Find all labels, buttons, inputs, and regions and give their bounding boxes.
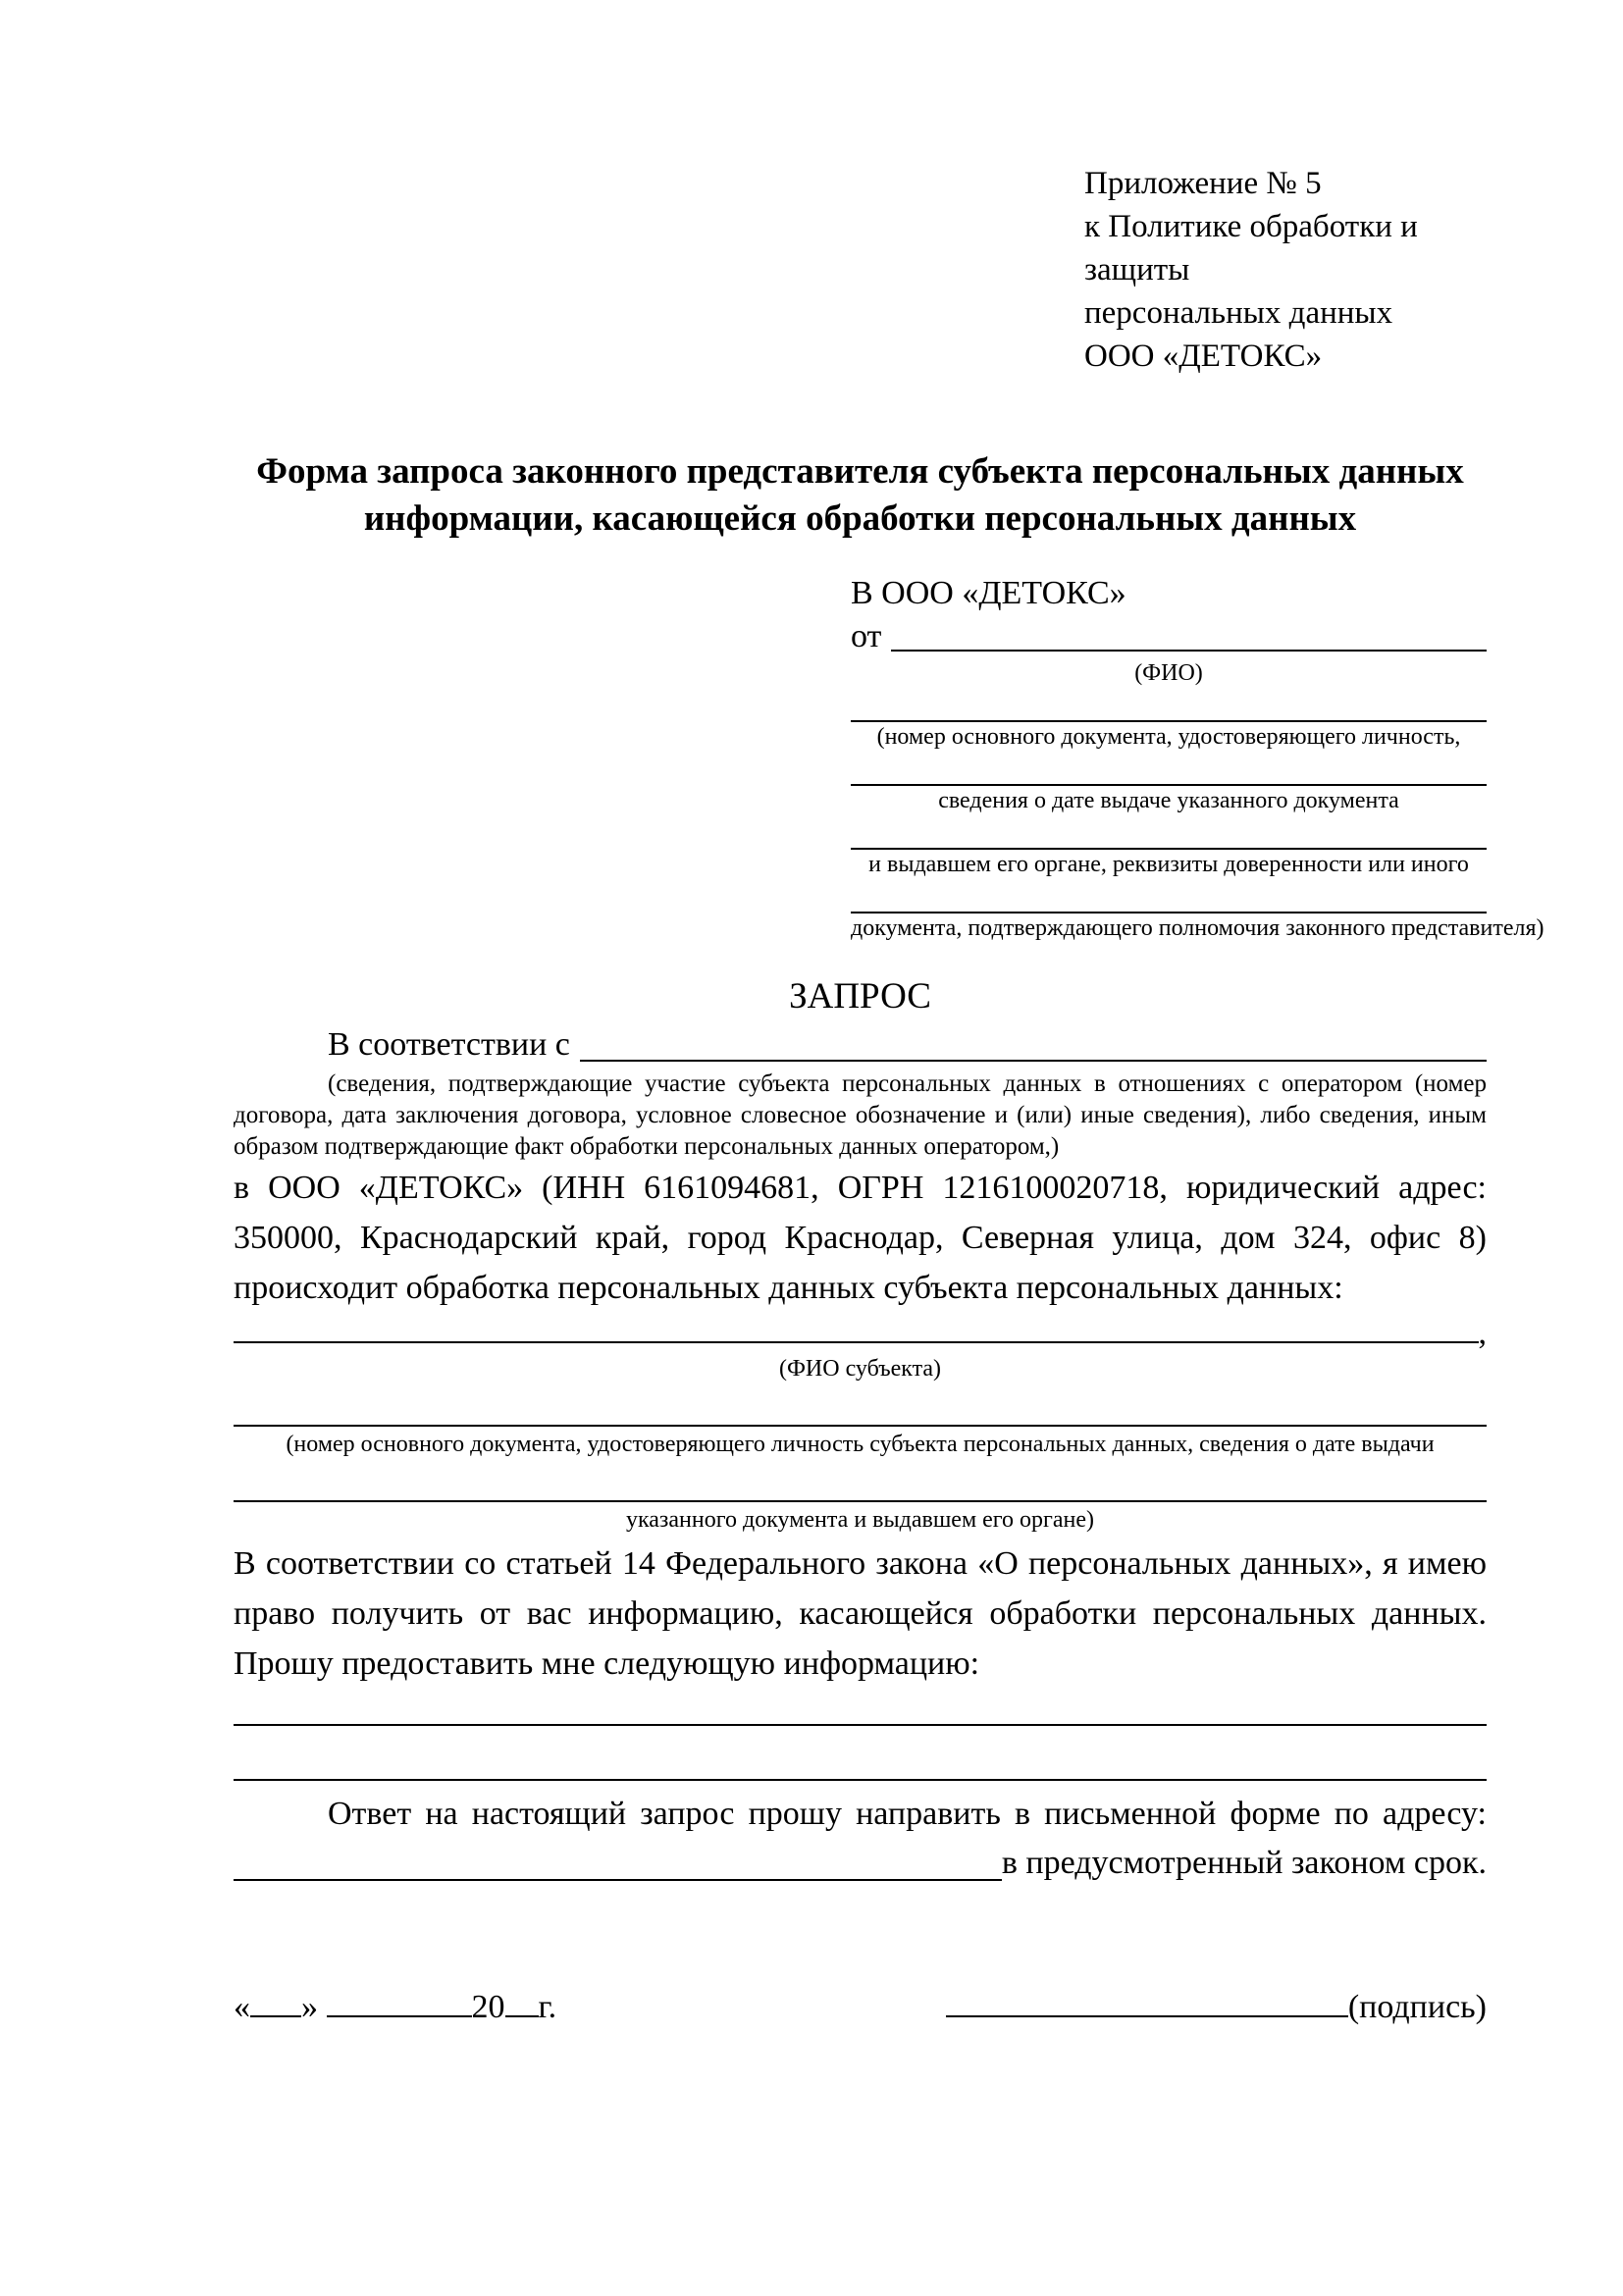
subject-document-blank-line (234, 1383, 1487, 1427)
intro-row (234, 1021, 1487, 1069)
issuing-authority-blank-line (851, 815, 1487, 850)
subject-document-caption-line2: указанного документа и выдавшем его органе) (625, 1507, 1095, 1533)
issuing-authority-caption: и выдавшем его органе, реквизиты доверенности или иного (868, 852, 1469, 877)
header-note-line: персональных данных (1084, 295, 1393, 331)
header-note-line: к Политике обработки и защиты (1084, 209, 1418, 287)
header-note (1084, 162, 1487, 378)
year-prefix: 20 (471, 1989, 505, 2025)
information-blank-line1 (234, 1693, 1487, 1726)
reply-tail: в предусмотренный законом срок. (1001, 1845, 1487, 1881)
issue-date-blank-line (851, 752, 1487, 786)
request-heading: ЗАПРОС (789, 976, 931, 1017)
reply-address-row (234, 1839, 1487, 1888)
document-title-line2: информации, касающейся обработки персональных данных (363, 498, 1357, 539)
operator-paragraph: в ООО «ДЕТОКС» (ИНН 6161094681, ОГРН 1216100020718, юридический адрес: 350000, Краснодарский край, город Краснодар, Северная улица, дом 324, офис 8) происходит обработка персональных данных субъекта персональных данных: (234, 1170, 1487, 1306)
signature-group (946, 1986, 1487, 2029)
from-label: от (851, 618, 882, 654)
document-number-blank-line (851, 688, 1487, 722)
basis-blank-line (580, 1060, 1487, 1062)
subject-document-blank-line2 (234, 1459, 1487, 1502)
day-blank-line (250, 2015, 301, 2017)
issue-date-caption: сведения о дате выдаче указанного документа (938, 788, 1399, 813)
year-blank-line (505, 2015, 539, 2017)
subject-fio-caption: (ФИО субъекта) (778, 1356, 942, 1382)
document-number-caption: (номер основного документа, удостоверяющего личность, (876, 724, 1461, 750)
from-row (851, 615, 1487, 658)
document-title-line1: Форма запроса законного представителя субъекта персональных данных (256, 451, 1464, 492)
fio-blank-line (891, 650, 1487, 652)
year-suffix: г. (538, 1989, 557, 2025)
footer-row (234, 1986, 1487, 2029)
quote-close: » (301, 1989, 318, 2025)
addressee-block (851, 572, 1544, 943)
fio-caption: (ФИО) (1134, 660, 1203, 686)
quote-open: « (234, 1989, 250, 2025)
date-group (234, 1986, 556, 2029)
header-note-line: ООО «ДЕТОКС» (1084, 339, 1323, 374)
intro-note: (сведения, подтверждающие участие субъекта персональных данных в отношениях с оператором (номер договора, дата заключения договора, условное словесное обозначение и (или) иные сведения), либо сведения, иным образом подтверждающие факт обработки персональных данных оператором,) (234, 1070, 1487, 1160)
subject-fio-row (234, 1315, 1487, 1352)
header-note-line: Приложение № 5 (1084, 166, 1322, 201)
intro-label: В соответствии с (328, 1026, 570, 1063)
month-blank-line (327, 2015, 472, 2017)
law-paragraph: В соответствии со статьей 14 Федерального закона «О персональных данных», я имею право получить от вас информацию, касающейся обработки персональных данных. Прошу предоставить мне следующую информацию: (234, 1545, 1487, 1682)
information-blank-line2 (234, 1726, 1487, 1781)
reply-address-blank-line (234, 1879, 1002, 1881)
authority-document-caption: документа, подтверждающего полномочия законного представителя) (851, 915, 1544, 941)
paragraph-indent (234, 1021, 328, 1069)
subject-document-caption-line1: (номер основного документа, удостоверяющего личность субъекта персональных данных, сведения о дате выдачи (286, 1432, 1435, 1457)
document-title (234, 448, 1487, 543)
addressee-to: В ООО «ДЕТОКС» (851, 575, 1126, 611)
authority-document-blank-line (851, 879, 1487, 913)
subject-fio-blank-line (234, 1341, 1479, 1343)
signature-blank-line (946, 2015, 1348, 2017)
signature-caption: (подпись) (1347, 1989, 1487, 2025)
reply-paragraph: Ответ на настоящий запрос прошу направить в письменной форме по адресу: (328, 1796, 1487, 1832)
trailing-comma: , (1478, 1315, 1487, 1351)
